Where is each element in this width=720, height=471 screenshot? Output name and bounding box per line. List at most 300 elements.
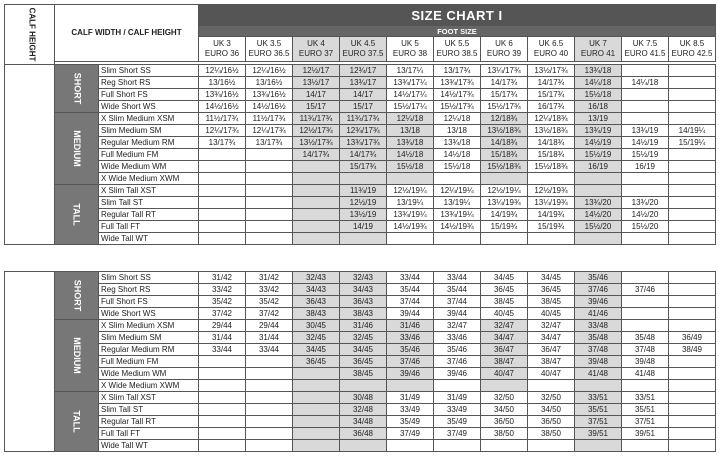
uk-size: UK 7 (589, 39, 607, 48)
size-value: 39/46 (434, 368, 481, 380)
size-value: 15/18¾ (481, 149, 528, 161)
size-value: 14½/20 (622, 209, 669, 221)
size-header (199, 37, 246, 62)
size-value: 33/46 (387, 332, 434, 344)
size-label: Full Short FS (99, 296, 199, 308)
size-value (387, 440, 434, 452)
size-value (622, 296, 669, 308)
size-value (293, 404, 340, 416)
size-value: 36/47 (528, 344, 575, 356)
size-value (669, 65, 716, 77)
size-value: 39/51 (622, 428, 669, 440)
size-value: 33/44 (246, 344, 293, 356)
size-label: X Slim Medium XSM (99, 113, 199, 125)
size-value: 11¾/17¾ (340, 113, 387, 125)
size-value (199, 440, 246, 452)
table-row (5, 161, 716, 173)
size-value: 14½/18 (434, 149, 481, 161)
size-value: 32/48 (340, 404, 387, 416)
size-value: 31/49 (434, 392, 481, 404)
size-value (622, 113, 669, 125)
size-value: 16/18 (575, 101, 622, 113)
size-value (622, 308, 669, 320)
size-value: 32/43 (340, 272, 387, 284)
size-value (575, 233, 622, 245)
size-value: 40/47 (528, 368, 575, 380)
size-value: 40/47 (481, 368, 528, 380)
size-value (481, 233, 528, 245)
size-label: Slim Tall ST (99, 197, 199, 209)
size-value (434, 440, 481, 452)
size-value: 37/49 (387, 428, 434, 440)
size-value: 33/48 (575, 320, 622, 332)
size-value: 34/50 (481, 404, 528, 416)
size-value: 34/45 (293, 344, 340, 356)
size-value: 12¼/18 (387, 113, 434, 125)
size-value: 36/45 (293, 356, 340, 368)
size-value: 14/17 (293, 89, 340, 101)
size-value: 15½/20 (575, 221, 622, 233)
size-value: 16/19 (622, 161, 669, 173)
size-value: 13/17¼ (387, 65, 434, 77)
size-value (246, 221, 293, 233)
size-value: 14½/18 (387, 149, 434, 161)
size-value (622, 185, 669, 197)
size-value: 15½/17¾ (481, 101, 528, 113)
size-value: 11¾/17¾ (293, 113, 340, 125)
table-row (5, 344, 716, 356)
size-chart-centimetres (4, 271, 716, 452)
size-value (246, 185, 293, 197)
size-value: 14/19 (340, 221, 387, 233)
size-value (669, 416, 716, 428)
size-value: 15/17 (293, 101, 340, 113)
size-value (669, 284, 716, 296)
euro-size: EURO 41 (580, 49, 616, 58)
size-value: 33/46 (434, 332, 481, 344)
size-value: 38/50 (528, 428, 575, 440)
size-value: 38/45 (481, 296, 528, 308)
size-value: 12½/17¾ (293, 125, 340, 137)
size-value (669, 356, 716, 368)
size-value: 35/48 (575, 332, 622, 344)
size-value (669, 173, 716, 185)
size-label: Regular Medium RM (99, 344, 199, 356)
size-value: 34/48 (340, 416, 387, 428)
size-value: 36/45 (481, 284, 528, 296)
size-value: 31/42 (199, 272, 246, 284)
size-value: 35/46 (434, 344, 481, 356)
size-value: 14/17¾ (293, 149, 340, 161)
uk-size: UK 4 (307, 39, 325, 48)
size-value: 32/47 (528, 320, 575, 332)
size-value: 12½/17 (293, 65, 340, 77)
size-value (669, 161, 716, 173)
category-cell (55, 113, 99, 185)
size-value: 13½/17¾ (528, 65, 575, 77)
table-row (5, 416, 716, 428)
size-value (669, 101, 716, 113)
size-value (669, 380, 716, 392)
size-value: 15½/18¾ (528, 161, 575, 173)
size-value: 32/47 (481, 320, 528, 332)
size-value: 14½/16½ (246, 101, 293, 113)
size-value (246, 428, 293, 440)
size-value: 34/45 (340, 344, 387, 356)
size-value (199, 221, 246, 233)
size-value: 32/43 (293, 272, 340, 284)
size-value (575, 185, 622, 197)
size-value: 37/44 (387, 296, 434, 308)
size-value: 13¼/19¾ (528, 197, 575, 209)
size-value: 31/44 (199, 332, 246, 344)
size-value: 13/18 (387, 125, 434, 137)
size-value: 31/46 (340, 320, 387, 332)
size-value: 36/50 (528, 416, 575, 428)
size-value: 11¾/19 (340, 185, 387, 197)
uk-size: UK 5.5 (444, 39, 470, 48)
size-value (293, 173, 340, 185)
category-cell (55, 392, 99, 452)
size-value (669, 272, 716, 284)
size-value (199, 209, 246, 221)
size-value: 14/18¾ (528, 137, 575, 149)
size-header (434, 37, 481, 62)
size-header (669, 37, 716, 62)
category-label: MEDIUM (72, 337, 82, 374)
size-label: Slim Short SS (99, 65, 199, 77)
size-value (622, 440, 669, 452)
size-value (669, 221, 716, 233)
size-value (481, 440, 528, 452)
size-value: 31/42 (246, 272, 293, 284)
size-value (622, 233, 669, 245)
size-value (669, 368, 716, 380)
size-value (246, 440, 293, 452)
size-value (528, 440, 575, 452)
category-cell (55, 272, 99, 320)
category-cell (55, 320, 99, 392)
size-value: 41/48 (622, 368, 669, 380)
size-label: Wide Tall WT (99, 440, 199, 452)
size-value: 41/48 (575, 368, 622, 380)
size-value: 13¾/18 (434, 137, 481, 149)
size-value (246, 161, 293, 173)
size-value: 12/18¾ (481, 113, 528, 125)
size-value: 31/49 (387, 392, 434, 404)
calf-height-header (5, 5, 55, 65)
size-label: Reg Short RS (99, 284, 199, 296)
size-value: 15½/17¼ (387, 101, 434, 113)
size-value: 38/49 (669, 344, 716, 356)
size-value (387, 380, 434, 392)
size-value: 12½/19¾ (528, 185, 575, 197)
size-value: 37/42 (246, 308, 293, 320)
size-value (622, 173, 669, 185)
size-label: Full Tall FT (99, 221, 199, 233)
size-value (199, 368, 246, 380)
table-row (5, 404, 716, 416)
size-value: 14¼/18 (575, 77, 622, 89)
table-row (5, 233, 716, 245)
size-value: 11½/17¾ (199, 113, 246, 125)
size-value: 38/47 (481, 356, 528, 368)
size-value: 33/42 (246, 284, 293, 296)
size-value: 38/45 (528, 296, 575, 308)
size-value: 39/44 (434, 308, 481, 320)
size-label: Regular Tall RT (99, 209, 199, 221)
size-value (293, 185, 340, 197)
size-value: 15/18¾ (528, 149, 575, 161)
size-value: 14½/19¾ (387, 221, 434, 233)
size-value: 37/48 (622, 344, 669, 356)
size-label: X Slim Tall XST (99, 392, 199, 404)
size-value (669, 197, 716, 209)
size-value: 15/17¾ (340, 161, 387, 173)
size-value: 37/46 (387, 356, 434, 368)
size-value: 36/50 (481, 416, 528, 428)
size-header (340, 37, 387, 62)
table-row (5, 440, 716, 452)
size-value: 32/50 (528, 392, 575, 404)
size-label: Wide Tall WT (99, 233, 199, 245)
size-value: 14½/20 (575, 209, 622, 221)
size-value: 12½/19¼ (387, 185, 434, 197)
size-value: 38/50 (481, 428, 528, 440)
size-value: 12¼/17¾ (199, 125, 246, 137)
table-row (5, 125, 716, 137)
table-row (5, 221, 716, 233)
size-value: 13/19¼ (434, 197, 481, 209)
size-header (575, 37, 622, 62)
size-value (669, 404, 716, 416)
size-value (293, 161, 340, 173)
size-label: X Wide Medium XWM (99, 173, 199, 185)
size-value: 13½/17¾ (293, 137, 340, 149)
size-value (340, 233, 387, 245)
size-value (669, 113, 716, 125)
size-value: 14/19¾ (481, 209, 528, 221)
size-value: 36/47 (481, 344, 528, 356)
size-value: 13¾/20 (622, 197, 669, 209)
size-value: 14/17 (340, 89, 387, 101)
category-cell (55, 65, 99, 113)
size-value: 15/19¾ (528, 221, 575, 233)
size-value: 35/44 (387, 284, 434, 296)
size-value (199, 233, 246, 245)
size-value: 35/49 (387, 416, 434, 428)
size-value: 14/19¼ (669, 125, 716, 137)
size-value (293, 368, 340, 380)
table-row (5, 197, 716, 209)
size-value: 39/46 (387, 368, 434, 380)
size-value (199, 392, 246, 404)
size-value: 36/43 (293, 296, 340, 308)
size-value (669, 77, 716, 89)
size-value: 14½/17¼ (387, 89, 434, 101)
size-value: 34/43 (293, 284, 340, 296)
size-value (669, 233, 716, 245)
size-value: 34/45 (528, 272, 575, 284)
table-row (5, 296, 716, 308)
table-row (5, 380, 716, 392)
euro-size: EURO 40 (533, 49, 569, 58)
size-value: 12½/19¼ (481, 185, 528, 197)
size-value: 12¼/19¼ (434, 185, 481, 197)
size-label: X Slim Tall XST (99, 185, 199, 197)
uk-size: UK 5 (401, 39, 419, 48)
size-value: 13/17¾ (434, 65, 481, 77)
table-row (5, 101, 716, 113)
euro-size: EURO 42.5 (671, 49, 713, 58)
size-value (575, 173, 622, 185)
calf-width-header: CALF WIDTH / CALF HEIGHT (55, 5, 199, 62)
size-value: 40/45 (528, 308, 575, 320)
size-value (669, 209, 716, 221)
size-value: 14/17¾ (481, 77, 528, 89)
size-value: 13/17¾ (246, 137, 293, 149)
size-value (199, 428, 246, 440)
category-cell (55, 185, 99, 245)
size-value (199, 161, 246, 173)
size-value: 34/45 (481, 272, 528, 284)
size-value (528, 173, 575, 185)
size-label: Regular Medium RM (99, 137, 199, 149)
size-value: 39/48 (575, 356, 622, 368)
size-value: 35/42 (199, 296, 246, 308)
size-value: 13¼/17¾ (481, 65, 528, 77)
size-value: 15½/19 (622, 149, 669, 161)
size-value: 13¾/17 (340, 77, 387, 89)
table-row (5, 173, 716, 185)
size-value: 41/46 (575, 308, 622, 320)
size-value: 34/43 (340, 284, 387, 296)
euro-size: EURO 39 (486, 49, 522, 58)
size-value: 14¼/18 (622, 77, 669, 89)
foot-size-label: FOOT SIZE (199, 26, 716, 37)
table-row (5, 308, 716, 320)
size-value: 14/18¾ (481, 137, 528, 149)
size-value: 37/49 (434, 428, 481, 440)
size-value: 13/16½ (246, 77, 293, 89)
size-value: 33/51 (575, 392, 622, 404)
size-value (434, 380, 481, 392)
size-value (246, 149, 293, 161)
size-value: 13½/19 (340, 209, 387, 221)
table-row (5, 284, 716, 296)
table-row (5, 332, 716, 344)
size-value: 12½/19 (340, 197, 387, 209)
table-row (5, 113, 716, 125)
size-value (293, 221, 340, 233)
size-value (340, 380, 387, 392)
size-label: Wide Short WS (99, 101, 199, 113)
size-value: 13/16½ (199, 77, 246, 89)
table-row (5, 77, 716, 89)
size-value (293, 233, 340, 245)
measurement-unit-cell (5, 272, 55, 452)
size-value: 37/51 (575, 416, 622, 428)
size-value: 32/45 (293, 332, 340, 344)
size-value (199, 149, 246, 161)
size-value: 13¾/16½ (246, 89, 293, 101)
uk-size: UK 3.5 (256, 39, 282, 48)
size-value: 36/48 (340, 428, 387, 440)
table-row (5, 368, 716, 380)
size-value: 33/44 (434, 272, 481, 284)
size-value: 14/17¾ (340, 149, 387, 161)
size-value: 15½/19 (575, 149, 622, 161)
size-value (246, 368, 293, 380)
size-chart-inches (4, 4, 716, 245)
uk-size: UK 3 (213, 39, 231, 48)
uk-size: UK 6.5 (538, 39, 564, 48)
size-value: 35/51 (575, 404, 622, 416)
size-value: 12¾/17 (340, 65, 387, 77)
size-value: 36/43 (340, 296, 387, 308)
size-value (293, 392, 340, 404)
size-value (669, 320, 716, 332)
size-value: 13¾/19 (622, 125, 669, 137)
size-value: 34/47 (528, 332, 575, 344)
size-label: Reg Short RS (99, 77, 199, 89)
size-value: 13¾/18 (387, 137, 434, 149)
table-row (5, 392, 716, 404)
size-value: 12¼/18 (434, 113, 481, 125)
euro-size: EURO 36 (204, 49, 240, 58)
size-value: 13/19¼ (387, 197, 434, 209)
size-value: 13¾/19¼ (434, 209, 481, 221)
size-value: 39/51 (575, 428, 622, 440)
size-value: 16/17¾ (528, 101, 575, 113)
size-value: 12¼/16½ (246, 65, 293, 77)
size-label: Slim Medium SM (99, 125, 199, 137)
size-value (434, 233, 481, 245)
table-row (5, 185, 716, 197)
category-label: TALL (71, 410, 82, 433)
size-value (528, 380, 575, 392)
size-value: 37/42 (199, 308, 246, 320)
size-value (434, 173, 481, 185)
size-value: 13½/18¾ (528, 125, 575, 137)
size-value (246, 173, 293, 185)
size-label: Wide Medium WM (99, 161, 199, 173)
title-row (5, 5, 716, 26)
size-value (293, 440, 340, 452)
size-value: 14½/17¾ (434, 89, 481, 101)
size-value (481, 173, 528, 185)
size-value (246, 356, 293, 368)
size-value: 37/46 (434, 356, 481, 368)
size-value: 15½/18¾ (481, 161, 528, 173)
category-label: SHORT (72, 72, 82, 105)
size-value: 35/46 (387, 344, 434, 356)
size-value (622, 65, 669, 77)
size-value (246, 392, 293, 404)
size-value: 30/45 (293, 320, 340, 332)
size-value: 33/49 (387, 404, 434, 416)
size-header (481, 37, 528, 62)
size-label: Full Medium FM (99, 149, 199, 161)
size-value (575, 440, 622, 452)
size-value: 13¼/19¾ (481, 197, 528, 209)
size-value: 15/19¼ (669, 137, 716, 149)
size-value: 40/45 (481, 308, 528, 320)
size-value: 12¼/17¾ (246, 125, 293, 137)
size-label: Regular Tall RT (99, 416, 199, 428)
size-value (293, 380, 340, 392)
size-value: 13¾/17¼ (387, 77, 434, 89)
